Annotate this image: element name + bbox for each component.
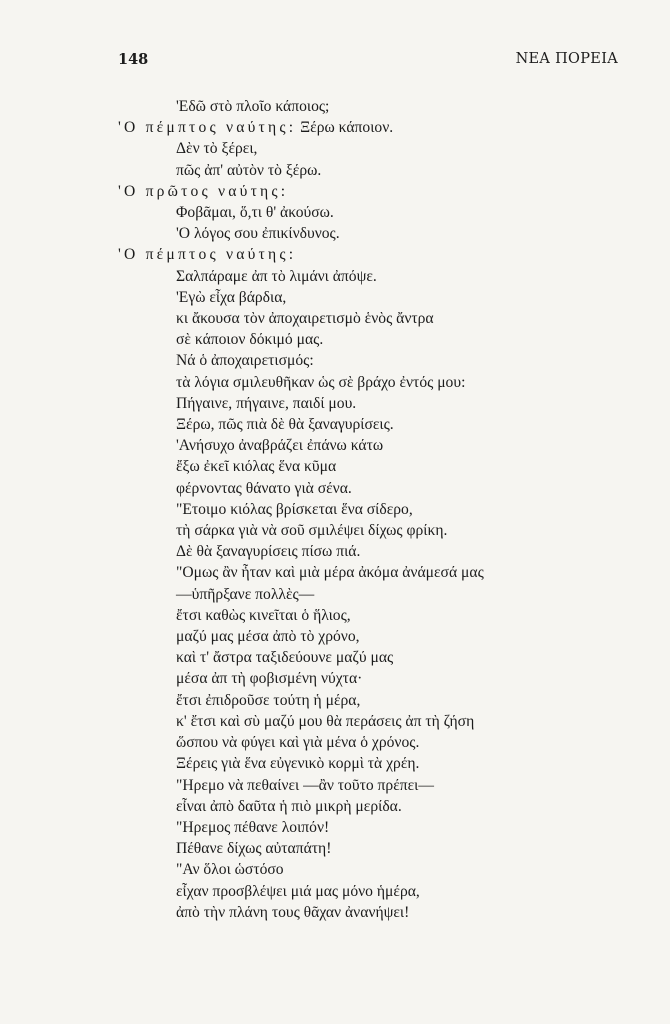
verse-line: σὲ κάποιον δόκιμό μας. — [176, 331, 324, 349]
verse-line: Νά ὁ ἀποχαιρετισμός: — [176, 352, 314, 370]
verse-line: "Αν ὅλοι ὡστόσο — [176, 861, 284, 879]
verse-line: ἔτσι καθὼς κινεῖται ὁ ἥλιος, — [176, 606, 351, 624]
verse-line: μέσα ἀπ τὴ φοβισμένη νύχτα· — [176, 670, 363, 688]
poem-text — [118, 96, 618, 923]
verse-line: κι ἄκουσα τὸν ἀποχαιρετισμὸ ἑνὸς ἄντρα — [176, 310, 434, 328]
verse-line: Φοβᾶμαι, ὅ,τι θ' ἀκούσω. — [176, 204, 334, 222]
verse-line: πῶς ἀπ' αὐτὸν τὸ ξέρω. — [176, 161, 322, 179]
verse-line: κ' ἔτσι καὶ σὺ μαζύ μου θὰ περάσεις ἀπ τὴ ζήση — [176, 712, 475, 730]
running-title: ΝΕΑ ΠΟΡΕΙΑ — [515, 51, 618, 67]
verse-line: Πέθανε δίχως αὐταπάτη! — [176, 840, 332, 858]
verse-line: ὥσπου νὰ φύγει καὶ γιὰ μένα ὁ χρόνος. — [176, 734, 420, 752]
speaker-text: Ξέρω κάποιον. — [300, 119, 394, 137]
verse-line: "Ομως ἂν ἦταν καὶ μιὰ μέρα ἀκόμα ἀνάμεσά μας — [176, 564, 484, 582]
verse-line: ἔξω ἐκεῖ κιόλας ἕνα κῦμα — [176, 458, 337, 476]
verse-line: 'Ο λόγος σου ἐπικίνδυνος. — [176, 225, 340, 243]
page-number: 148 — [118, 51, 149, 68]
verse-line: εἶναι ἀπὸ δαῦτα ἡ πιὸ μικρὴ μερίδα. — [176, 797, 402, 815]
speaker-name: 'Ο πέμπτος ναύτης: — [118, 119, 297, 137]
verse-line: Δὲν τὸ ξέρει, — [176, 140, 258, 158]
verse-line: Ξέρω, πῶς πιὰ δὲ θὰ ξαναγυρίσεις. — [176, 416, 394, 434]
speaker-name: 'Ο πρῶτος ναύτης: — [118, 182, 289, 200]
verse-line: —ὑπῆρξανε πολλὲς— — [176, 585, 315, 603]
verse-line: Πήγαινε, πήγαινε, παιδί μου. — [176, 394, 357, 412]
verse-line: τὰ λόγια σμιλευθῆκαν ὡς σὲ βράχο ἐντός μου: — [176, 373, 466, 391]
verse-line: καὶ τ' ἄστρα ταξιδεύουνε μαζύ μας — [176, 649, 394, 667]
verse-line: 'Εγὼ εἶχα βάρδια, — [176, 288, 287, 306]
verse-line: ἀπὸ τὴν πλάνη τους θᾶχαν ἀνανήψει! — [176, 903, 410, 921]
verse-line: 'Εδῶ στὸ πλοῖο κάποιος; — [176, 98, 330, 115]
verse-line: τὴ σάρκα γιὰ νὰ σοῦ σμιλέψει δίχως φρίκη. — [176, 522, 448, 540]
verse-line: Ξέρεις γιὰ ἕνα εὐγενικὸ κορμὶ τὰ χρέη. — [176, 755, 420, 773]
verse-line: ἔτσι ἐπιδροῦσε τούτη ἡ μέρα, — [176, 691, 361, 709]
speaker-name: 'Ο πέμπτος ναύτης: — [118, 246, 297, 264]
verse-line: μαζύ μας μέσα ἀπὸ τὸ χρόνο, — [176, 628, 360, 646]
speaker-line — [118, 117, 618, 138]
speaker-line — [118, 181, 618, 202]
verse-line: "Ηρεμο νὰ πεθαίνει —ἂν τοῦτο πρέπει— — [176, 776, 434, 794]
verse-line: "Ηρεμος πέθανε λοιπόν! — [176, 818, 330, 836]
page-header — [118, 51, 618, 71]
speaker-line — [118, 244, 618, 265]
verse-line: εἶχαν προσβλέψει μιά μας μόνο ἡμέρα, — [176, 882, 420, 900]
verse-line: Σαλπάραμε ἀπ τὸ λιμάνι ἀπόψε. — [176, 267, 377, 285]
verse-line: 'Ανήσυχο ἀναβράζει ἐπάνω κάτω — [176, 437, 384, 455]
verse-line: Δὲ θὰ ξαναγυρίσεις πίσω πιά. — [176, 543, 361, 561]
verse-line: "Ετοιμο κιόλας βρίσκεται ἕνα σίδερο, — [176, 500, 413, 518]
verse-line: φέρνοντας θάνατο γιὰ σένα. — [176, 479, 352, 497]
